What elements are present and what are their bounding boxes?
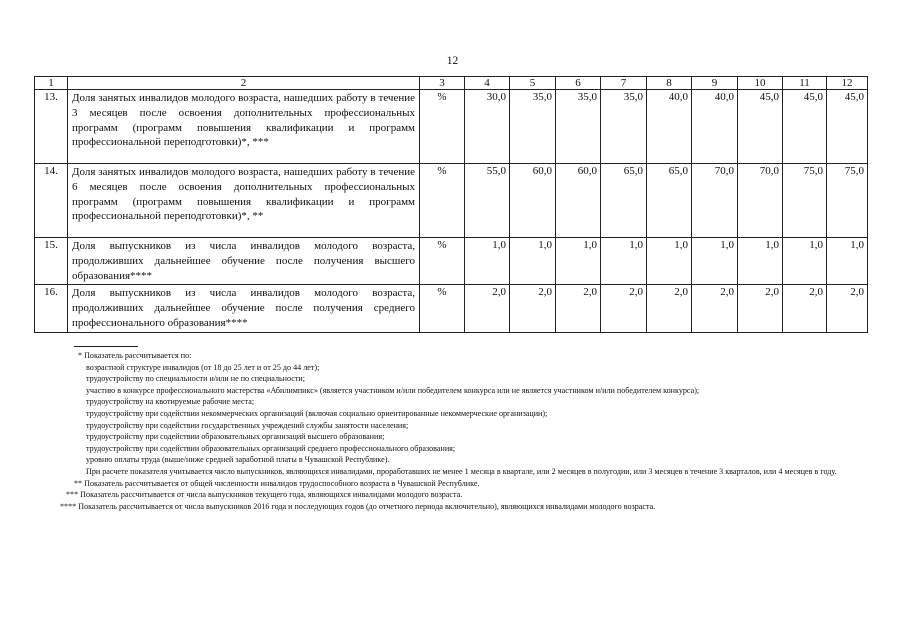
col-header: 3: [420, 77, 465, 90]
footnote-star3: [56, 489, 851, 501]
indicator-value: 2,0: [510, 285, 556, 332]
footnote-star2: [56, 478, 851, 490]
indicator-description: Доля выпускников из числа инвалидов молодого возраста, продолживших дальнейшее обучение после получения среднего профессионального образования****: [68, 285, 420, 332]
indicator-value: 2,0: [465, 285, 510, 332]
indicator-unit: %: [420, 90, 465, 164]
col-header: 11: [783, 77, 827, 90]
indicator-description: Доля занятых инвалидов молодого возраста, нашедших работу в течение 6 месяцев после освоения дополнительных профессиональных программ (программ повышения квалификации и программ профессиональной переподготовки)*, **: [68, 164, 420, 238]
indicator-value: 1,0: [556, 238, 601, 285]
footnote-mark: ***: [66, 490, 79, 500]
indicator-value: 1,0: [510, 238, 556, 285]
footnote-text: Показатель рассчитывается по:: [84, 351, 192, 360]
indicator-value: 35,0: [556, 90, 601, 164]
indicator-value: 2,0: [601, 285, 647, 332]
footnote-item: трудоустройству по специальности и/или не по специальности;: [86, 374, 305, 384]
col-header: 2: [68, 77, 420, 90]
indicator-value: 55,0: [465, 164, 510, 238]
indicator-value: 70,0: [692, 164, 738, 238]
indicator-value: 1,0: [601, 238, 647, 285]
footnote-item: трудоустройству при содействии образовательных организаций среднего профессионального образования;: [86, 443, 456, 453]
indicator-value: 45,0: [783, 90, 827, 164]
indicator-value: 75,0: [827, 164, 868, 238]
indicator-value: 75,0: [783, 164, 827, 238]
indicators-table: [34, 76, 868, 333]
col-header: 5: [510, 77, 556, 90]
indicator-value: 40,0: [647, 90, 692, 164]
indicator-value: 2,0: [783, 285, 827, 332]
indicator-description: Доля выпускников из числа инвалидов молодого возраста, продолживших дальнейшее обучение после получения высшего образования****: [68, 238, 420, 285]
indicator-value: 60,0: [556, 164, 601, 238]
indicator-unit: %: [420, 238, 465, 285]
footnote-mark: **: [74, 478, 83, 488]
col-header: 7: [601, 77, 647, 90]
footnote-item: трудоустройству при содействии образовательных организаций высшего образования;: [86, 432, 385, 442]
footnote-calc: При расчете показателя учитывается число выпускников, являющихся инвалидами, проработавших не менее 1 месяца в квартале, или 2 месяцев в полугодии, или 3 месяцев в течение 3 кварталов, или 4 месяцев в году.: [86, 466, 837, 476]
footnote-item: уровню оплаты труда (выше/ниже средней заработной платы в Чувашской Республике).: [86, 455, 390, 465]
column-numbers-row: [35, 77, 868, 90]
footnote-item: возрастной структуре инвалидов (от 18 до 25 лет и от 25 до 44 лет);: [86, 362, 320, 372]
table-row: [35, 164, 868, 238]
row-number: 14.: [35, 164, 68, 238]
indicator-value: 2,0: [827, 285, 868, 332]
footnote-mark: ****: [60, 501, 77, 511]
indicator-unit: %: [420, 285, 465, 332]
indicator-value: 1,0: [783, 238, 827, 285]
col-header: 9: [692, 77, 738, 90]
col-header: 12: [827, 77, 868, 90]
indicator-value: 45,0: [827, 90, 868, 164]
indicator-value: 65,0: [647, 164, 692, 238]
row-number: 16.: [35, 285, 68, 332]
footnote-item: трудоустройству при содействии государственных учреждений службы занятости населения;: [86, 420, 409, 430]
col-header: 1: [35, 77, 68, 90]
col-header: 6: [556, 77, 601, 90]
row-number: 13.: [35, 90, 68, 164]
row-number: 15.: [35, 238, 68, 285]
indicator-value: 2,0: [556, 285, 601, 332]
indicator-value: 30,0: [465, 90, 510, 164]
indicator-value: 2,0: [692, 285, 738, 332]
indicator-value: 1,0: [647, 238, 692, 285]
indicator-value: 45,0: [738, 90, 783, 164]
table-row: [35, 285, 868, 332]
indicator-value: 1,0: [465, 238, 510, 285]
col-header: 8: [647, 77, 692, 90]
footnote-text: Показатель рассчитывается от числа выпускников 2016 года и последующих годов (до отчетного периода включительно), являющихся инвалидами молодого возраста.: [78, 501, 656, 511]
col-header: 4: [465, 77, 510, 90]
indicator-description: Доля занятых инвалидов молодого возраста, нашедших работу в течение 3 месяцев после освоения дополнительных профессиональных программ (программ повышения квалификации и программ профессиональной переподготовки)*, ***: [68, 90, 420, 164]
indicator-value: 2,0: [738, 285, 783, 332]
footnotes: [56, 350, 851, 512]
footnote-text: Показатель рассчитывается от общей численности инвалидов трудоспособного возраста в Чувашской Республике.: [84, 478, 480, 488]
indicator-value: 1,0: [827, 238, 868, 285]
indicator-value: 60,0: [510, 164, 556, 238]
col-header: 10: [738, 77, 783, 90]
indicator-value: 35,0: [510, 90, 556, 164]
table-row: [35, 238, 868, 285]
footnote-star1-intro: [56, 350, 851, 362]
footnote-item: трудоустройству при содействии некоммерческих организаций (включая социально ориентированные некоммерческие организации);: [86, 408, 548, 418]
indicator-value: 1,0: [738, 238, 783, 285]
page-number: 12: [446, 55, 459, 67]
indicator-value: 1,0: [692, 238, 738, 285]
indicator-value: 70,0: [738, 164, 783, 238]
indicator-value: 35,0: [601, 90, 647, 164]
indicator-value: 2,0: [647, 285, 692, 332]
footnote-item: участию в конкурсе профессионального мастерства «Абилимпикс» (является участником и/или победителем конкурса или не является участником и/или победителем конкурса);: [86, 385, 700, 395]
footnote-mark: *: [78, 351, 83, 360]
footnote-text: Показатель рассчитывается от числа выпускников текущего года, являющихся инвалидами молодого возраста.: [80, 490, 463, 500]
table-row: [35, 90, 868, 164]
indicator-unit: %: [420, 164, 465, 238]
footnote-star4: [56, 501, 851, 513]
indicator-value: 65,0: [601, 164, 647, 238]
indicator-value: 40,0: [692, 90, 738, 164]
footnote-separator: [74, 346, 138, 347]
footnote-item: трудоустройству на квотируемые рабочие места;: [86, 397, 255, 407]
